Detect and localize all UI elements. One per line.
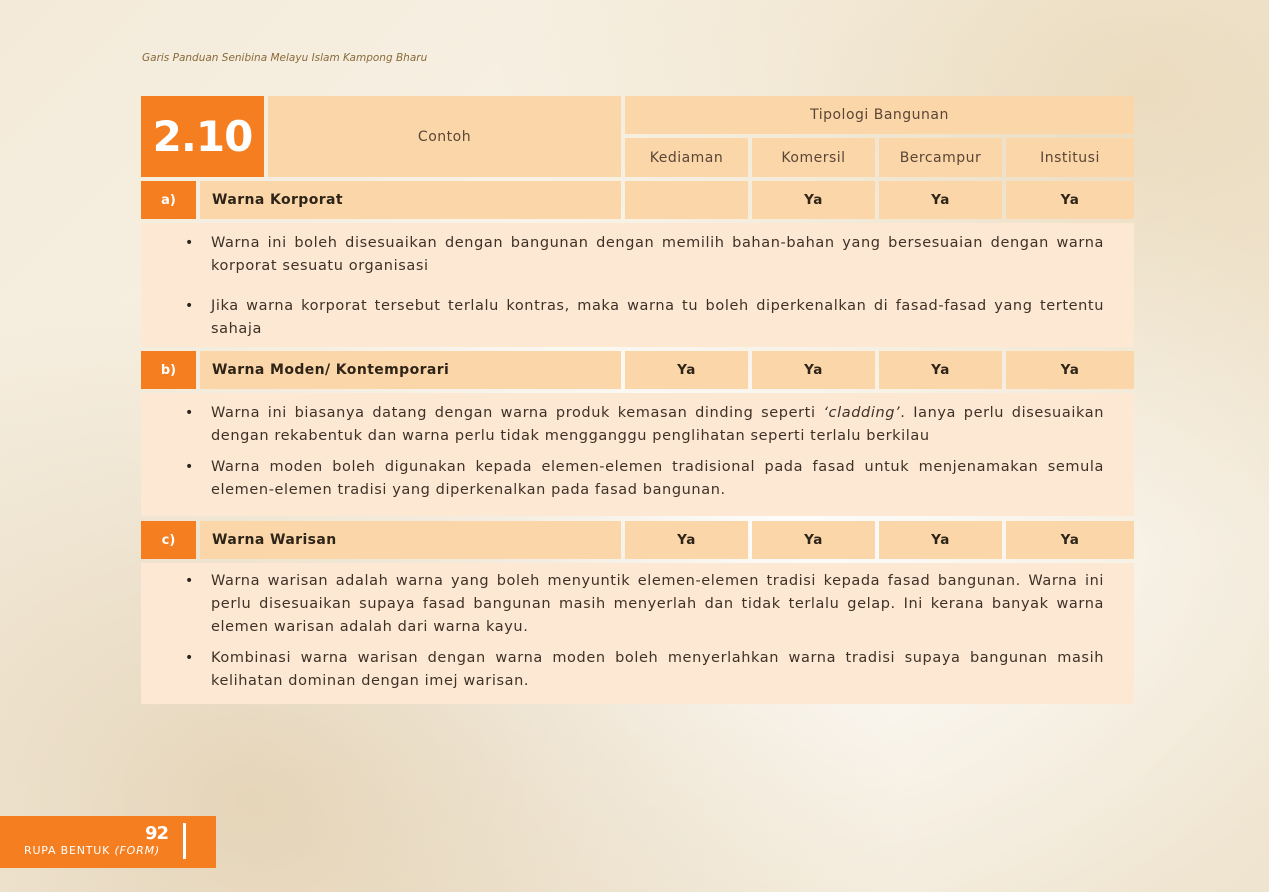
column-header-bercampur: Bercampur [879, 138, 1002, 177]
row-a-bercampur: Ya [879, 181, 1002, 219]
row-title-warna-moden: Warna Moden/ Kontemporari [200, 351, 621, 389]
row-b-description [141, 393, 1134, 516]
bullet-italic-text: ‘cladding’ [823, 405, 901, 421]
row-a-komersil: Ya [752, 181, 875, 219]
footer-divider [183, 823, 186, 859]
row-label-a: a) [141, 181, 196, 219]
row-label-b: b) [141, 351, 196, 389]
row-label-c: c) [141, 521, 196, 559]
tipologi-header: Tipologi Bangunan [625, 96, 1134, 134]
row-a-description [141, 223, 1134, 347]
list-item: • Warna moden boleh digunakan kepada elemen-elemen tradisional pada fasad untuk menjenamakan semula elemen-elemen tradisi yang diperkenalkan pada fasad bangunan. [211, 456, 1104, 502]
row-a-kediaman [625, 181, 748, 219]
contoh-header: Contoh [268, 96, 621, 177]
row-c-komersil: Ya [752, 521, 875, 559]
bullet-text: Warna ini biasanya datang dengan warna produk kemasan dinding seperti [211, 405, 824, 421]
row-c-kediaman: Ya [625, 521, 748, 559]
footer-label-text: RUPA BENTUK [24, 844, 111, 857]
row-b-komersil: Ya [752, 351, 875, 389]
row-a-institusi: Ya [1006, 181, 1134, 219]
column-header-komersil: Komersil [752, 138, 875, 177]
row-b-bercampur: Ya [879, 351, 1002, 389]
row-b-institusi: Ya [1006, 351, 1134, 389]
row-c-description [141, 563, 1134, 704]
column-header-institusi: Institusi [1006, 138, 1134, 177]
list-item: • Warna ini boleh disesuaikan dengan bangunan dengan memilih bahan-bahan yang bersesuaian dengan warna korporat sesuatu organisasi [211, 232, 1104, 278]
list-item: • Jika warna korporat tersebut terlalu kontras, maka warna tu boleh diperkenalkan di fasad-fasad yang tertentu sahaja [211, 295, 1104, 341]
row-c-institusi: Ya [1006, 521, 1134, 559]
row-title-warna-korporat: Warna Korporat [200, 181, 621, 219]
list-item: • Kombinasi warna warisan dengan warna moden boleh menyerlahkan warna tradisi supaya bangunan masih kelihatan dominan dengan imej warisan. [211, 647, 1104, 693]
column-header-kediaman: Kediaman [625, 138, 748, 177]
row-b-kediaman: Ya [625, 351, 748, 389]
row-a-bullet-list [211, 232, 1104, 341]
page-number: 92 [145, 823, 169, 844]
bullet-text: . Ianya perlu disesuaikan dengan rekabentuk dan warna perlu tidak mengganggu penglihatan seperti terlalu berkilau [211, 405, 1104, 444]
footer-section-label [24, 844, 160, 857]
list-item: • Warna warisan adalah warna yang boleh menyuntik elemen-elemen tradisi kepada fasad bangunan. Warna ini perlu disesuaikan supaya fasad bangunan masih menyerlah dan tidak terlalu gelap. Ini kerana banyak warna elemen warisan adalah dari warna kayu. [211, 570, 1104, 639]
section-number: 2.10 [141, 96, 264, 177]
row-c-bercampur: Ya [879, 521, 1002, 559]
list-item [211, 402, 1104, 448]
row-title-warna-warisan: Warna Warisan [200, 521, 621, 559]
running-title: Garis Panduan Senibina Melayu Islam Kampong Bharu [142, 52, 428, 64]
row-c-bullet-list [211, 570, 1104, 693]
row-b-bullet-list [211, 402, 1104, 502]
footer-label-italic: (FORM) [114, 844, 160, 857]
